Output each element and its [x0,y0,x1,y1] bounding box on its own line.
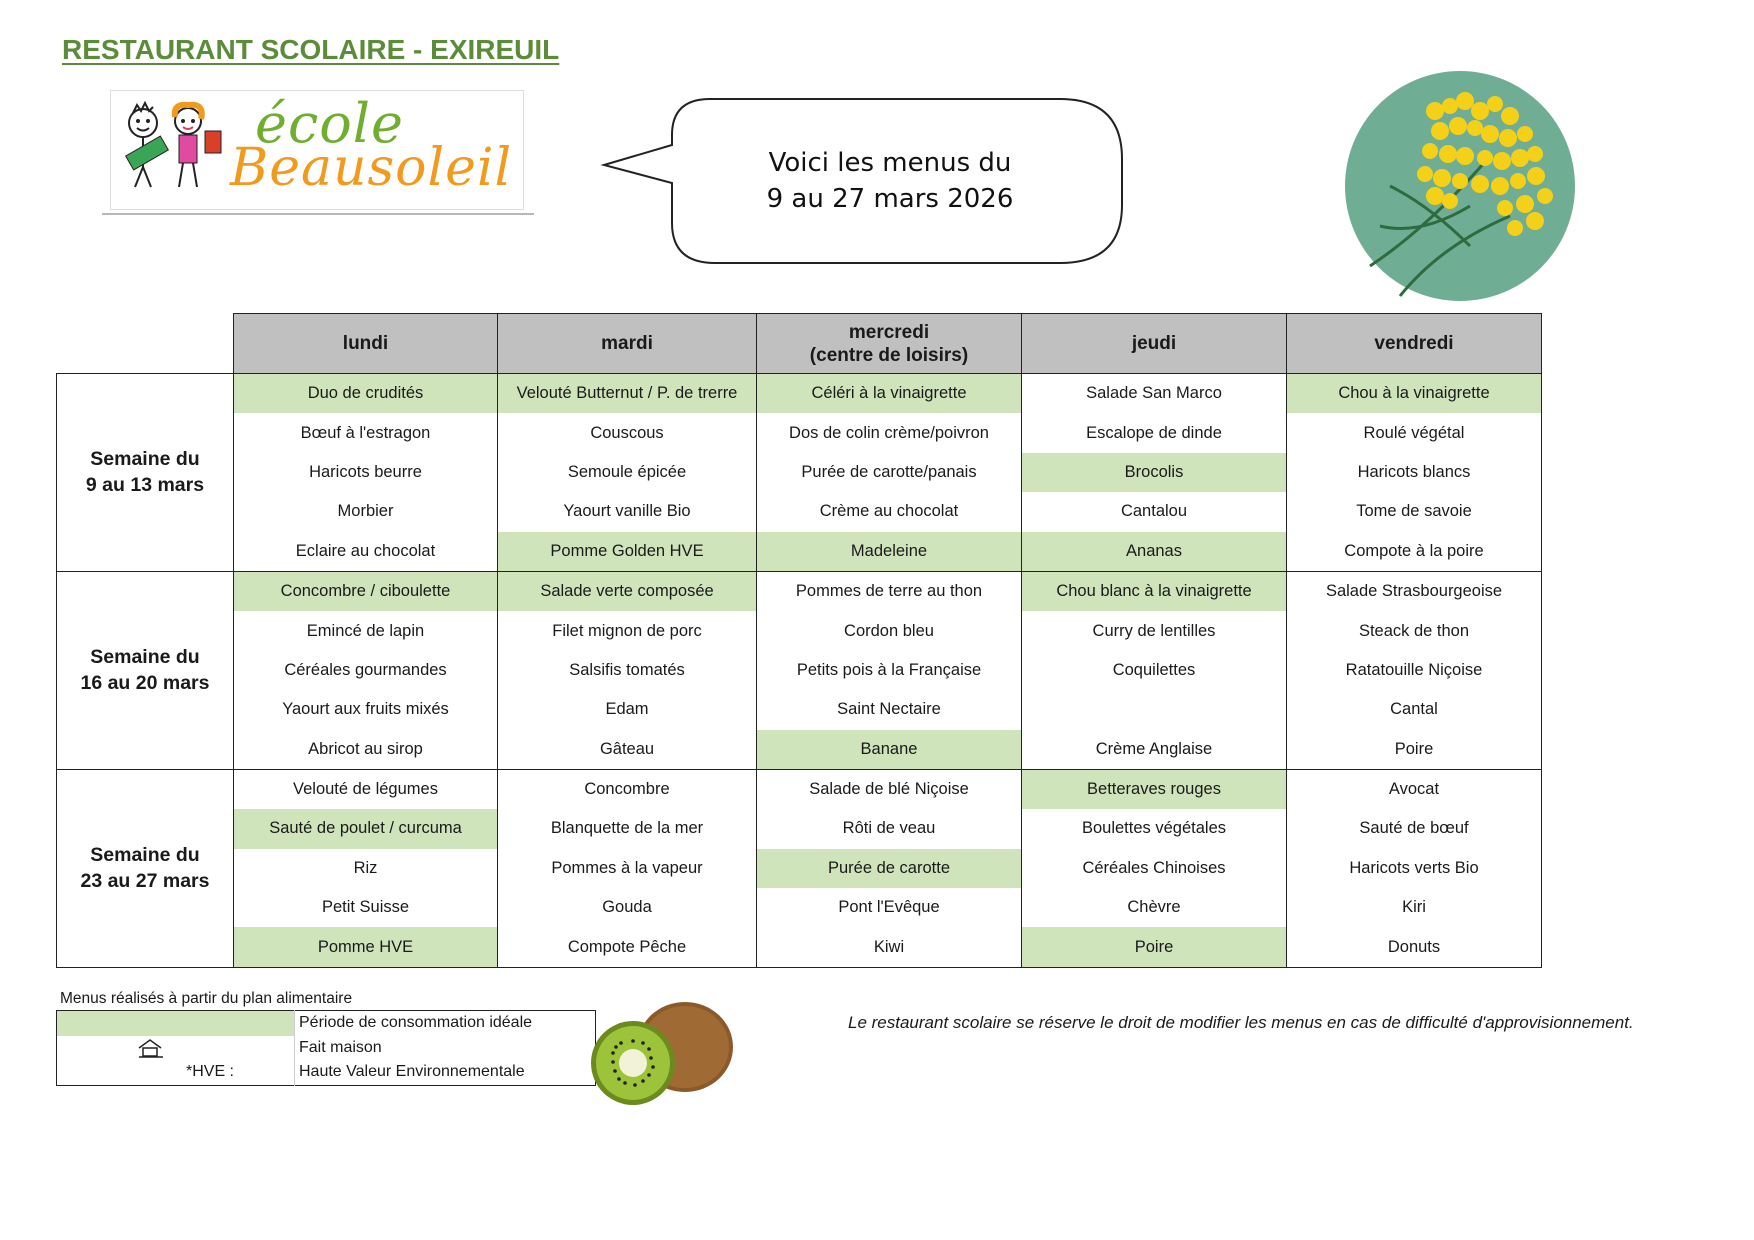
menu-item: Gouda [498,888,757,927]
menu-item: Coquilettes [1022,651,1287,690]
menu-row [57,888,1542,927]
menu-item: Betteraves rouges [1022,769,1287,809]
logo-text-beausoleil: Beausoleil [230,138,513,198]
menu-item: Cantalou [1022,492,1287,531]
header-mercredi-day: mercredi [848,321,930,343]
menu-item: Purée de carotte [757,849,1022,888]
menu-item: Couscous [498,413,757,452]
menu-item: Velouté de légumes [234,769,498,809]
menu-row [57,849,1542,888]
menu-item: Haricots blancs [1287,453,1542,492]
menu-row [57,927,1542,967]
menu-item: Curry de lentilles [1022,611,1287,650]
menu-item: Compote Pêche [498,927,757,967]
legend-table [56,1010,596,1086]
menu-item: Sauté de poulet / curcuma [234,809,498,848]
legend-hve-label: Haute Valeur Environnementale [299,1063,525,1081]
menu-item: Salade Strasbourgeoise [1287,571,1542,611]
header-lundi: lundi [234,314,498,374]
menu-row [57,730,1542,770]
menu-item: Gâteau [498,730,757,770]
menu-item: Concombre [498,769,757,809]
menu-item: Ratatouille Niçoise [1287,651,1542,690]
menu-item: Haricots verts Bio [1287,849,1542,888]
menu-item: Cantal [1287,690,1542,729]
menu-item: Pommes de terre au thon [757,571,1022,611]
menu-item: Edam [498,690,757,729]
menu-row [57,809,1542,848]
menu-item: Eclaire au chocolat [234,532,498,572]
menu-row [57,532,1542,572]
bubble-line-2: 9 au 27 mars 2026 [766,184,1014,214]
menu-item: Yaourt aux fruits mixés [234,690,498,729]
menu-row [57,651,1542,690]
menu-item: Semoule épicée [498,453,757,492]
week-label [57,571,234,769]
menu-item: Brocolis [1022,453,1287,492]
menu-item: Chou blanc à la vinaigrette [1022,571,1287,611]
bubble-line-1: Voici les menus du [768,148,1012,178]
menu-item: Velouté Butternut / P. de trerre [498,374,757,414]
mimosa-flower-icon [1340,66,1580,306]
header-mardi: mardi [498,314,757,374]
menu-item: Escalope de dinde [1022,413,1287,452]
menu-item: Céréales gourmandes [234,651,498,690]
logo-underline [102,213,534,215]
menu-item: Avocat [1287,769,1542,809]
children-drawing-icon [113,95,233,205]
menu-item: Banane [757,730,1022,770]
menu-row [57,453,1542,492]
menu-item: Bœuf à l'estragon [234,413,498,452]
week-label [57,374,234,572]
menu-item: Petit Suisse [234,888,498,927]
menu-item: Chèvre [1022,888,1287,927]
menu-row [57,690,1542,729]
header-mercredi [757,314,1022,374]
menu-item: Salsifis tomatés [498,651,757,690]
menu-item: Abricot au sirop [234,730,498,770]
menu-item: Pomme Golden HVE [498,532,757,572]
house-icon [136,1038,164,1058]
legend-fait-maison-label: Fait maison [299,1038,382,1056]
menu-item: Salade de blé Niçoise [757,769,1022,809]
week-label-line2: 9 au 13 mars [85,474,205,497]
menu-item: Petits pois à la Française [757,651,1022,690]
header-jeudi: jeudi [1022,314,1287,374]
week-label-line2: 23 au 27 mars [80,870,210,893]
week-label-line2: 16 au 20 mars [80,672,210,695]
menu-item: Sauté de bœuf [1287,809,1542,848]
menu-item: Rôti de veau [757,809,1022,848]
page-title: RESTAURANT SCOLAIRE - EXIREUIL [62,34,560,65]
menu-item: Riz [234,849,498,888]
legend-title: Menus réalisés à partir du plan alimentaire [60,990,353,1007]
menu-item: Pont l'Evêque [757,888,1022,927]
menu-item: Emincé de lapin [234,611,498,650]
menu-item: Boulettes végétales [1022,809,1287,848]
menu-item: Yaourt vanille Bio [498,492,757,531]
menu-row [57,374,1542,414]
menu-item: Pommes à la vapeur [498,849,757,888]
menu-item: Madeleine [757,532,1022,572]
menu-item [1022,690,1287,729]
menu-item: Salade San Marco [1022,374,1287,414]
menu-item: Blanquette de la mer [498,809,757,848]
menu-item: Kiwi [757,927,1022,967]
menu-item: Poire [1287,730,1542,770]
menu-item: Tome de savoie [1287,492,1542,531]
menu-item: Pomme HVE [234,927,498,967]
week-label-line1: Semaine du [90,646,200,669]
disclaimer-text: Le restaurant scolaire se réserve le droit de modifier les menus en cas de difficulté d'approvisionnement. [848,1013,1634,1032]
menu-item: Crème au chocolat [757,492,1022,531]
menu-row [57,571,1542,611]
legend-hve-key: *HVE : [57,1060,295,1085]
header-blank-cell [57,314,234,374]
menu-item: Céléri à la vinaigrette [757,374,1022,414]
menu-item: Donuts [1287,927,1542,967]
menu-row [57,492,1542,531]
menu-table [56,313,1542,968]
menu-item: Concombre / ciboulette [234,571,498,611]
menu-item: Compote à la poire [1287,532,1542,572]
legend-green-swatch [57,1011,295,1036]
menu-item: Dos de colin crème/poivron [757,413,1022,452]
menu-item: Salade verte composée [498,571,757,611]
menu-item: Chou à la vinaigrette [1287,374,1542,414]
menu-row [57,611,1542,650]
menu-item: Roulé végétal [1287,413,1542,452]
bubble-text [670,145,1110,217]
menu-body [57,374,1542,968]
menu-item: Kiri [1287,888,1542,927]
header-vendredi: vendredi [1287,314,1542,374]
menu-item: Purée de carotte/panais [757,453,1022,492]
logo-text-ecole: école [255,92,404,155]
menu-item: Poire [1022,927,1287,967]
menu-item: Ananas [1022,532,1287,572]
menu-item: Cordon bleu [757,611,1022,650]
week-label-line1: Semaine du [90,448,200,471]
menu-item: Haricots beurre [234,453,498,492]
menu-row [57,413,1542,452]
legend-house-cell [57,1036,295,1061]
legend-season-label: Période de consommation idéale [299,1014,533,1032]
header-mercredi-sub: (centre de loisirs) [809,344,969,366]
menu-item: Crème Anglaise [1022,730,1287,770]
menu-item: Morbier [234,492,498,531]
menu-row [57,769,1542,809]
menu-item: Duo de crudités [234,374,498,414]
menu-item: Céréales Chinoises [1022,849,1287,888]
menu-item: Filet mignon de porc [498,611,757,650]
kiwi-image [585,995,745,1115]
week-label-line1: Semaine du [90,844,200,867]
menu-item: Steack de thon [1287,611,1542,650]
menu-item: Saint Nectaire [757,690,1022,729]
week-label [57,769,234,967]
